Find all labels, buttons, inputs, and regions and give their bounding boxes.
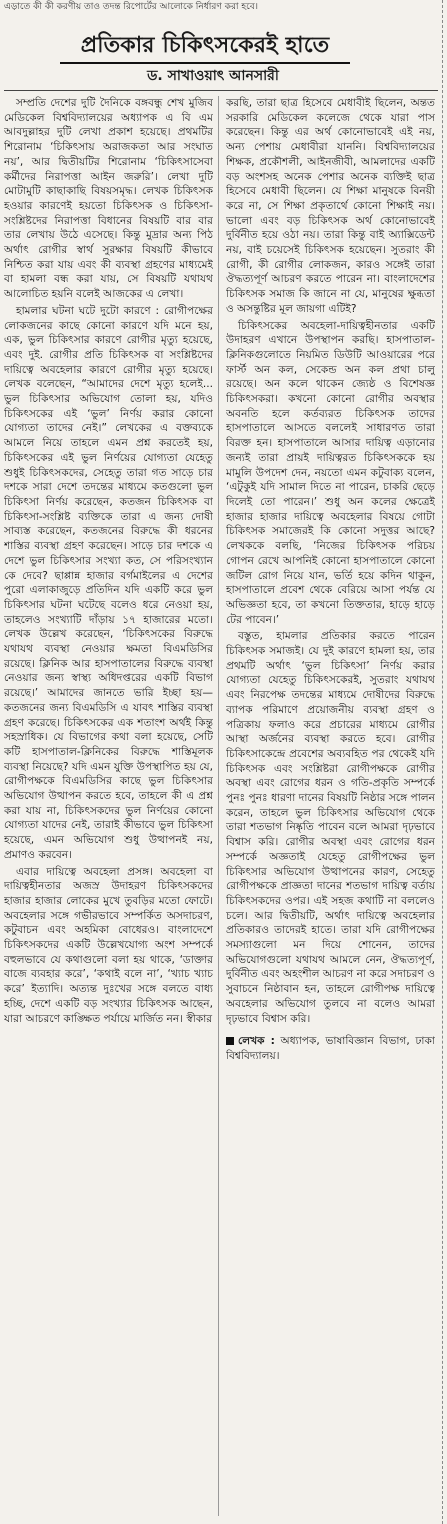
previous-article-strip: এড়াতে কী কী করণীয় তাও তদন্ত রিপোর্টের আলোকে নির্ধারণ করা হবে। [4, 2, 258, 12]
article-column-left [4, 96, 213, 1516]
column-divider [218, 96, 219, 1516]
paragraph: করছি, তারা ছাত্র হিসেবে মেধাবীই ছিলেন, অন্তত সরকারি মেডিকেল কলেজে থেকে যারা পাস করেছেন। কিন্তু এর অর্থ কোনোভাবেই এই নয়, অন্য পেশায় মেধাবীরা যাননি। বিশ্ববিদ্যালয়ের শিক্ষক, প্রকৌশলী, আইনজীবী, আমলাদের একটি বড় অংশসহ অনেক পেশার অনেক ব্যক্তিই ছাত্র হিসেবে মেধাবী ছিলেন। যে শিক্ষা মানুষকে বিনয়ী করে না, সে শিক্ষা প্রকৃতার্থে কোনো শিক্ষাই নয়। ভালো এবং বড় চিকিৎসক অর্থ কোনোভাবেই দুর্বিনীত হয়ে ওঠা নয়। তারা কিন্তু বাই অ্যাক্সিডেন্ট নয়, বাই চয়েসেই চিকিৎসক হয়েছেন। সুতরাং কী রোগী, কী রোগীর লোকজন, কারও সঙ্গেই তারা ঔদ্ধত্যপূর্ণ আচরণ করতে পারেন না। বাংলাদেশের চিকিৎসক সমাজ কি জানে না যে, মানুষের ক্ষুব্ধতা ও অসন্তুষ্টির মূল জায়গা এটিই? [226, 97, 435, 315]
article-column-right [226, 96, 435, 1516]
author-note-text: অধ্যাপক, ভাষাবিজ্ঞান বিভাগ, ঢাকা বিশ্ববিদ্যালয়। [226, 1035, 435, 1062]
author-note [226, 1034, 435, 1063]
bullet-square-icon [226, 1037, 234, 1045]
author-note-label: লেখক : [238, 1035, 275, 1048]
paragraph: হামলার ঘটনা ঘটে দুটো কারণে : রোগীপক্ষের লোকজনের কাছে কোনো কারণে যদি মনে হয়, এক, ভুল চিকিৎসার কারণে রোগীর মৃত্যু হয়েছে, এবং দুই. রোগীর প্রতি চিকিৎসক বা সংশ্লিষ্টদের দায়িত্বে অবহেলার কারণে রোগীর মৃত্যু হয়েছে। লেখক বলেছেন, “আমাদের দেশে মৃত্যু হলেই... ভুল চিকিৎসার অভিযোগ তোলা হয়, যদিও চিকিৎসকের এই ‘ভুল’ নির্ণয় করার কোনো যোগ্যতা তাদের নেই।” লেখকের এ বক্তব্যকে আমলে নিয়ে তাহলে এমন প্রশ্ন করতেই হয়, চিকিৎসকের এই ভুল নির্ণয়ের যোগ্যতা যেহেতু শুধুই চিকিৎসকদের, সেহেতু তারা গত সাড়ে চার দশকে সারা দেশে তদন্তের মাধ্যমে কতগুলো ভুল চিকিৎসা নির্ণয় করেছেন, কতজন চিকিৎসক বা চিকিৎসা-সংশ্লিষ্ট ব্যক্তিকে তারা এ জন্য দোষী সাব্যস্ত করেছেন, কতজনের বিরুদ্ধে কী ধরনের শাস্তির ব্যবস্থা গ্রহণ করেছেন। সাড়ে চার দশকে এ দেশে ভুল চিকিৎসার সংখ্যা কত, সে পরিসংখ্যান কে দেবে? ছাপ্পান্ন হাজার বর্গমাইলের এ দেশের পুরো এলাকাজুড়ে প্রতিদিন যদি একটি করে ভুল চিকিৎসার ঘটনা ঘটেছে বলেও ধরে নেওয়া হয়, তাহলেও সংখ্যাটি দাঁড়ায় ১৭ হাজারের মতো। লেখক উল্লেখ করেছেন, ‘চিকিৎসকের বিরুদ্ধে যথাযথ ব্যবস্থা নেওয়ার ক্ষমতা বিএমডিসির রয়েছে। ক্লিনিক আর হাসপাতালের বিরুদ্ধে ব্যবস্থা নেওয়ার জন্য স্বাস্থ্য অধিদপ্তরের একটি বিভাগ রয়েছে।’ আমাদের জানতে ভারি ইচ্ছা হয়—কতজনের জন্য বিএমডিসি এ যাবৎ শাস্তির ব্যবস্থা গ্রহণ করেছে। চিকিৎসকের এক শতাংশ অর্থই কিন্তু সহস্রাধিক। যে বিভাগের কথা বলা হয়েছে, সেটি কটি হাসপাতাল-ক্লিনিকের বিরুদ্ধে শাস্তিমূলক ব্যবস্থা নিয়েছে? যদি এমন যুক্তি উপস্থাপিত হয় যে, রোগীপক্ষকে বিএমডিসির কাছে ভুল চিকিৎসার অভিযোগ উত্থাপন করতে হবে, তাহলে কী এ প্রশ্ন করা যায় না, চিকিৎসকদের ভুল নির্ণয়ের কোনো যোগ্যতা যাদের নেই, তারাই কীভাবে ভুল চিকিৎসা হয়েছে, এমন অভিযোগ শুধু উত্থাপনই নয়, প্রমাণও করবেন। [4, 304, 213, 861]
paragraph: চিকিৎসকের অবহেলা-দায়িত্বহীনতার একটি উদাহরণ এখানে উপস্থাপন করছি। হাসপাতাল-ক্লিনিকগুলোতে নিয়মিত ডিউটি আওয়ারের পরে ফার্স্ট অন কল, সেকেন্ড অন কল প্রথা চালু রয়েছে। অন কলে থাকেন জ্যেষ্ঠ ও বিশেষজ্ঞ চিকিৎসকরা। কখনো কোনো রোগীর অবস্থার অবনতি হলে কর্তব্যরত চিকিৎসক তাদের হাসপাতালে আসতে বললেই সাধারণত তারা বিরক্ত হন। হাসপাতালে আসার দায়িত্ব এড়ানোর জন্যই তারা প্রায়ই দায়িত্বরত চিকিৎসককে হয় মামুলি উপদেশ দেন, নয়তো এমন কটুবাক্য বলেন, ‘এটুকুই যদি সামাল দিতে না পারেন, চাকরি ছেড়ে দিলেই তো পারেন।’ শুধু অন কলের ক্ষেত্রেই হাজার হাজার দায়িত্বে অবহেলার বিষয়ে গোটা চিকিৎসক সমাজেরই কি কোনো সদুত্তর আছে? লেখককে বলছি, ‘নিজের চিকিৎসক পরিচয় গোপন রেখে আপনিই কোনো হাসপাতালে কোনো জটিল রোগ নিয়ে যান, ভর্তি হয়ে কদিন থাকুন, হাসপাতালে প্রবেশ থেকে বেরিয়ে আসা পর্যন্ত যে অভিজ্ঞতা হবে, তা কখনো তিক্ততার, হাড়ে হাড়ে টের পাবেন।’ [226, 319, 435, 626]
paragraph: বস্তুত, হামলার প্রতিকার করতে পারেন চিকিৎসক সমাজই। যে দুই কারণে হামলা হয়, তার প্রথমটি অর্থাৎ ‘ভুল চিকিৎসা’ নির্ণয় করার যোগ্যতা যেহেতু চিকিৎসকেরই, সুতরাং যথাযথ এবং নিরপেক্ষ তদন্তের মাধ্যমে দোষীদের বিরুদ্ধে ব্যাপক পরিমাণে প্রয়োজনীয় ব্যবস্থা গ্রহণ ও পত্রিকায় ফলাও করে প্রচারের মাধ্যমে রোগীর আস্থা অর্জনের ব্যবস্থা করতে হবে। রোগীর চিকিৎসাকেন্দ্রে প্রবেশের অব্যবহিত পর থেকেই যদি চিকিৎসক এবং সংশ্লিষ্টরা রোগীপক্ষকে রোগীর অবস্থা এবং রোগের ধরন ও গতি-প্রকৃতি সম্পর্কে পুনঃ পুনঃ ধারণা দানের বিষয়টি নিষ্ঠার সঙ্গে পালন করেন, তাহলে ভুল চিকিৎসার অভিযোগ থেকে তারা শতভাগ নিষ্কৃতি পাবেন বলে আমরা দৃঢ়ভাবে বিশ্বাস করি। রোগীর অবস্থা এবং রোগের ধরন সম্পর্কে অজ্ঞতাই যেহেতু রোগীপক্ষের ভুল চিকিৎসার অভিযোগ উত্থাপনের কারণ, সেহেতু রোগীপক্ষকে প্রাজ্ঞতা দানের শতভাগ দায়িত্ব বর্তায় চিকিৎসকদের ওপর। এই সহজ কথাটি না বললেও চলে। আর দ্বিতীয়টি, অর্থাৎ দায়িত্বে অবহেলার প্রতিকারও তাদেরই হাতে। তারা যদি রোগীপক্ষের সমস্যাগুলো মন দিয়ে শোনেন, তাদের অভিযোগগুলো যথাযথ আমলে নেন, ঔদ্ধত্যপূর্ণ, দুর্বিনীত এবং অহংশীল আচরণ না করে সদাচরণ ও সুবাচনে নিষ্ঠাবান হন, তাহলে রোগীপক্ষ দায়িত্বে অবহেলার অভিযোগ তুলবে না বলেও আমরা দৃঢ়ভাবে বিশ্বাস করি। [226, 630, 435, 1025]
paragraph: এবার দায়িত্বে অবহেলা প্রসঙ্গ। অবহেলা বা দায়িত্বহীনতার অজস্র উদাহরণ চিকিৎসকদের হাজার হাজার লোকের মুখে তুবড়ির মতো ফোটে। অবহেলার সঙ্গে গভীরভাবে সম্পর্কিত অসদাচরণ, কটুবাচন এবং অহমিকা বোধেরও। বাংলাদেশে চিকিৎসকদের একটি উল্লেখযোগ্য অংশ সম্পর্কে বহুলভাবে যে কথাগুলো বলা হয় থাকে, ‘ডাক্তার বাজে ব্যবহার করে’, ‘কথাই বলে না’, ‘খ্যাচ খ্যাচ করে’ ইত্যাদি। অত্যন্ত দুঃখের সঙ্গে বলতে বাধ্য হচ্ছি, দেশে একটি বড় সংখ্যার চিকিৎসক আছেন, যারা আচরণে কাঙ্ক্ষিত পর্যায়ে মার্জিত নন। স্বীকার [4, 865, 213, 1025]
author-byline: ড. সাখাওয়াৎ আনসারী [147, 68, 279, 84]
byline-rule [4, 90, 438, 91]
headline-underline [60, 62, 350, 64]
page-fold-line [442, 0, 443, 1524]
headline: প্রতিকার চিকিৎসকেরই হাতে [80, 33, 330, 58]
paragraph: সম্প্রতি দেশের দুটি দৈনিকে বঙ্গবন্ধু শেখ মুজিব মেডিকেল বিশ্ববিদ্যালয়ের অধ্যাপক এ বি এম আবদুল্লাহর দুটি লেখা প্রকাশ হয়েছে। প্রথমটির শিরোনাম ‘চিকিৎসায় অরাজকতা আর সংঘাত নয়’, আর দ্বিতীয়টির শিরোনাম ‘চিকিৎসাসেবা কর্মীদের নিরাপত্তা আইন জরুরি’। লেখা দুটি মোটামুটি কাছাকাছি বিষয়সমৃদ্ধ। লেখক চিকিৎসক হওয়ার কারণেই হয়তো চিকিৎসক ও চিকিৎসা-সংশ্লিষ্টদের নিরাপত্তা বিধানের বিষয়টি বার বার তার লেখায় উঠে এসেছে। কিন্তু মুদ্রার অন্য পিঠ অর্থাৎ রোগীর স্বার্থ সুরক্ষার বিষয়টি কীভাবে নিশ্চিত করা যায় এবং কী ব্যবস্থা গ্রহণের মাধ্যমেই বা হামলা বন্ধ করা যায়, সে বিষয়টি যথাযথ আলোচিত হয়নি বলেই আজকের এ লেখা। [4, 97, 213, 301]
